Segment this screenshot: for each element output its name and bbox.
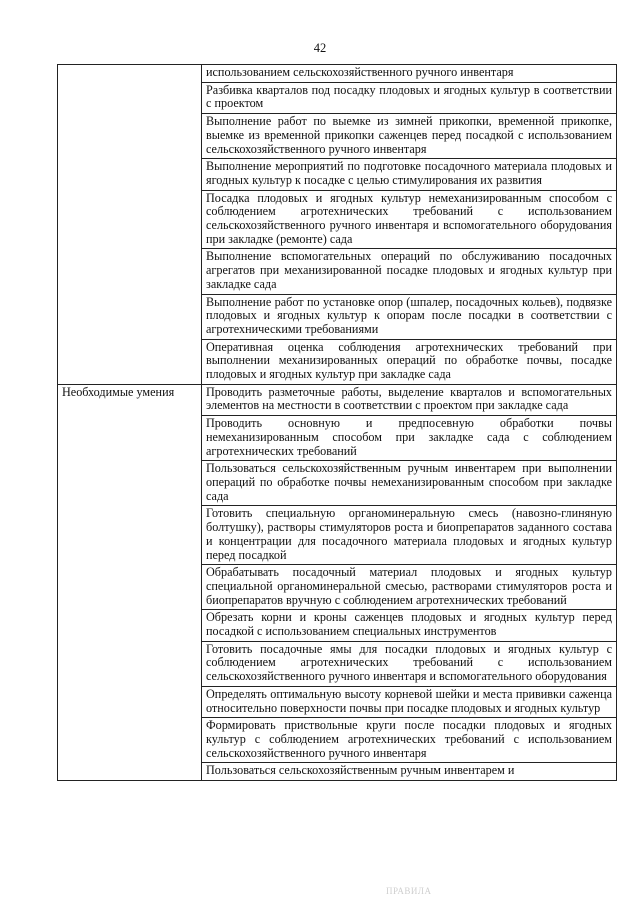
table-cell: Определять оптимальную высоту корневой шейки и места прививки саженца относительно поверхности почвы при посадке плодовых и ягодных культур — [202, 686, 617, 717]
table-cell: Пользоваться сельскохозяйственным ручным инвентарем и — [202, 763, 617, 781]
table-cell: Пользоваться сельскохозяйственным ручным инвентарем при выполнении операций по обработке почвы немеханизированным способом при закладке сада — [202, 461, 617, 506]
table-cell: Обрезать корни и кроны саженцев плодовых и ягодных культур перед посадкой с использованием специальных инструментов — [202, 610, 617, 641]
table-row — [58, 384, 617, 415]
row-label-cell: Необходимые умения — [58, 384, 202, 780]
table-cell: Выполнение работ по установке опор (шпалер, посадочных кольев), подвязке плодовых и ягодных культур к опорам после посадки в соответствии с агротехническими требованиями — [202, 294, 617, 339]
table-cell: Проводить разметочные работы, выделение кварталов и вспомогательных элементов на местности в соответствии с проектом при закладке сада — [202, 384, 617, 415]
table-cell: Обрабатывать посадочный материал плодовых и ягодных культур специальной органоминеральной смесью, растворами стимуляторов роста и биопрепаратов вручную с соблюдением агротехнических требований — [202, 565, 617, 610]
table-cell: Выполнение мероприятий по подготовке посадочного материала плодовых и ягодных культур к посадке с целью стимулирования их развития — [202, 159, 617, 190]
row-label-cell — [58, 65, 202, 385]
table-cell: Готовить посадочные ямы для посадки плодовых и ягодных культур с соблюдением агротехнических требований с использованием сельскохозяйственного ручного инвентаря и вспомогательного оборудования — [202, 641, 617, 686]
table-cell: Выполнение работ по выемке из зимней прикопки, временной прикопке, выемке из временной прикопки саженцев перед посадкой с использованием сельскохозяйственного ручного инвентаря — [202, 114, 617, 159]
requirements-table — [57, 64, 617, 781]
table-cell: использованием сельскохозяйственного ручного инвентаря — [202, 65, 617, 83]
table-cell: Посадка плодовых и ягодных культур немеханизированным способом с соблюдением агротехнических требований с использованием сельскохозяйственного ручного инвентаря и вспомогательного оборудования при закладке (ремонте) сада — [202, 190, 617, 249]
page-number: 42 — [313, 41, 327, 55]
watermark: ПРАВИЛА — [386, 886, 432, 896]
table-cell: Проводить основную и предпосевную обработки почвы немеханизированным способом при закладке сада с соблюдением агротехнических требований — [202, 416, 617, 461]
table-row — [58, 65, 617, 83]
table-cell: Готовить специальную органоминеральную смесь (навозно-глиняную болтушку), растворы стимуляторов роста и биопрепаратов заданного состава и концентрации для посадочного материала плодовых и ягодных культур перед посадкой — [202, 506, 617, 565]
table-cell: Выполнение вспомогательных операций по обслуживанию посадочных агрегатов при механизированной посадке плодовых и ягодных культур при закладке сада — [202, 249, 617, 294]
table-cell: Формировать приствольные круги после посадки плодовых и ягодных культур с соблюдением агротехнических требований с использованием сельскохозяйственного ручного инвентаря — [202, 718, 617, 763]
table-cell: Разбивка кварталов под посадку плодовых и ягодных культур в соответствии с проектом — [202, 82, 617, 113]
table-cell: Оперативная оценка соблюдения агротехнических требований при выполнении механизированных операций по обработке почвы, посадке плодовых и ягодных культур при закладке сада — [202, 339, 617, 384]
